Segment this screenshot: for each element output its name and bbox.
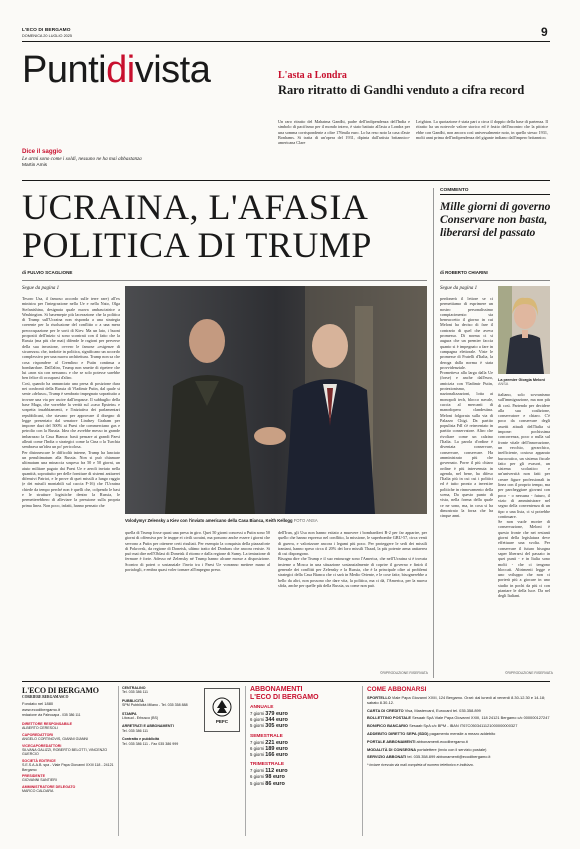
staff-text: S.E.S.A.A.B. spa - Viale Papa Giovanni XXIII 118 - 24121 Bergamo [22,763,114,772]
gandhi-headline: Raro ritratto di Gandhi venduto a cifra record [278,83,525,97]
meloni-photo-illustration [498,286,550,374]
how-item [367,709,551,714]
comment-col1: perdonerà il lettore se ci permettiamo di esprimere un nostro personalissimo compiacimento: sia beneaccetto il giorno in cui Meloni ha deciso di fare il contrario di quel che aveva promesso. Di norma ci si augura che un premier faccia quanto si è impegnato a fare in campagna elettorale. Viste le promesse di Fratelli d'Italia, la deroga dalla norma è stata provvidenziale. Prometteva alla larga dalla Ue (forse) e anche dall'euro, amicizia con Vladimir Putin, protezionismo, nazionalizzazioni, lotta ai monopoli tech, blocco navale, caccia al mercanti di manodopera clandestina. Meloni folgorata sulla via di Palazzo Chigi. Da partito populista FdI s'è reinventato in partito conservatore. Altro che rivoltare come un calzino l'Italia. La parola d'ordine è diventata conservare, conservare, conservare. Ha amministrato più che governato. Porre il più chiaro ordine è più intervenuta in agenda, nel bene, ha difeso l'Italia più in cui cui i politici ed è tutto pronto a investire politiche in rinnovamento della scena, Da questo punto di vista, nella forma della quale ce ne sono, ma, in cosa si ha dimostrato la forza che ha cinque anni. [440,296,493,519]
rubric-author: Martin Amis [22,163,48,168]
how-label: CARTA DI CREDITO [367,707,405,713]
staff-text: GIOVANNI SANTIERI [22,778,57,783]
staff-text: SILVANA GALIZZI, ROBERTO BELOTTI, VINCENZO GUERCIO [22,748,108,757]
how-label: SERVIZIO ABBONATI [367,754,408,760]
subs-group-name: SEMESTRALE [250,733,283,739]
how-block: COME ABBONARSI SPORTELLO Viale Papa Giovanni XXIII, 124 Bergamo. Orari: dal lunedì al venerdì 8.30-12.30 e 14-18; sabato 8.30-12. CARTA DI CREDITO Visa, Mastercard, Eurocard tel. 035.358.899 BOLLETTINO POSTALE Sesaab SpA Viale Papa Giovanni XXIII, 118 24121 Bergamo c/c 000000127247 BONIFICO BANCARIO Sesaab SpA c/c BPM - IBAN IT67C0503411121000000000327 ADDEBITO DIRETTO SEPA (SDD) pagamento mensile a mezzo addebito PORTALE ABBONAMENTI abbonamenti.ecodibergamo.it MODALITÀ DI CONSEGNA portalettere (invio con il servizio postale) SERVIZIO ABBONATI tel. 035.358.899 abbonamenti@ecodibergamo.it * inviare ricevuta via mail completa di numero telefonico e indirizzo. [367,686,550,768]
footer-info [122,686,200,750]
info-block [122,737,200,746]
info-title: Contratto e pubblicità [122,737,160,742]
subs-price-row [250,781,360,787]
how-label: SPORTELLO [367,695,392,700]
pefc-tree-icon [212,697,232,717]
comment-continued: Segue da pagina 1 [440,286,478,291]
how-text: tel. 035.358.899 abbonamenti@ecodibergamo.it [407,754,491,760]
how-item [367,732,551,737]
main-body-col2: quella di Trump fosse quasi una presa in giro. Quei 50 giorni concessi a Putin sono 50 giorni di offensiva per le truppe ei civili ucraini, ma possono anche essere i giorni che servono a Putin per ottenere certi risultati. Per esempio la conquista della piazzaforte di Pokrovsk, da regione di Donetsk, ultimo tratto del Donbass che ancora resiste. Si può mai dire nell'Oblast di Donetsk il ritorno e dalla regione di Sumy. La tentazione di fermare è forte. Adesso né Zelensky né Trump hanno alcune mosse a disposizione. Scontro di poteri o sostanziale l'invio tra i Paesi Ue vorranno mettere mano al portafogli, e embra quasi voler tornare all'impegno preso. [125,530,270,573]
how-item [367,716,551,721]
staff-title: VICECAPOREDATTORI [22,743,62,748]
subs-days: 5 giorni [250,752,266,758]
how-item [367,724,551,729]
main-photo-caption: Volodymyr Zelensky a Kiev con l'inviato americano della Casa Bianca, Keith Kellogg FOTO ANSA [125,518,318,523]
comment-headline: Mille giorni di governo Conservare non basta, liberarsi del passato [440,200,551,240]
comment-photo [498,286,550,374]
comment-col2: italiano, solo sovranismo sull'immigrazione, ma non più di così. Partendo per decidere alla sua coalizione, conservatore e chiaro. C'è poco da conservare degli assetti attuali dell'Italia si impone: pochissima concorrenza, poco o nulla sul fronte vitale dell'innovazione, un vecchio, gerarchico, inefficiente, costoso apparato burocratico, un sistema fiscale fatto per gli evasori, un sistema scolastico e un'università non fatti per creare figure professionali in linea con il proprio tempo, ma per parcheggiare giovani con poco - o nessuna - futuro, il vizio di amministrare nel segno della convenienza di un tipo o una lista, ci si potrebbe continuare. Se non vuole morire di conservazione, Meloni è questo fronte che nei restanti giorni della legislatura deve effettuare una svolta. Per conservare il futuro bisogna saper liberarsi del passato in quei punti - e in Italia sono molti - che ci tengono bloccati. Altrimenti legge e uno sviluppo che non ci porterà più a giocare in uno studio in pochi da più ci con piantare le della luce. Da nel degli Italiani. [498,392,550,599]
subs-days: 5 giorni [250,723,266,729]
gandhi-col2: Leighton. La quotazione è stata pari a circa il doppio della base di partenza. Il ritratto ha un notevole valore storico ed è frutto dell'incontro che la pittrice ebbe con Gandhi, non ancora così universalmente noto, in quello stesso 1931, molti anni prima dell'indipendenza del gigante indiano dall'impero britannico. [416,119,548,140]
zelensky-photo-illustration [125,286,427,514]
pefc-logo: PEFC [204,688,240,732]
staff-title: CAPOREDATTORI [22,732,54,737]
info-block [122,724,200,733]
staff-text: ALBERTO CERESOLI [22,726,58,731]
subs-price: 98 euro [265,774,285,781]
main-body-col1: Tesoro Usa, il famoso accordo sulle terre rare) all'ex ministra per l'integrazione nella Ue e nella Nato, Olga Stefanishina, designata quale nuova ambasciatrice a Washington. Si basemepie più lacerazione che la politica di Trump sull'Ucraina non risponda a una strategia coerente per la risoluzione del conflitto o a una mera preoccupazione per le sorti di Kiev. Ma un lato, i buoni propositi dell'inizio si sono scontrati con il fatto che la Russia (ma più che mai) difende le ragioni per perverse della sua invasione, ovvero le famose «esigenze di sicurezza» che, tradotte in politica, significano un accordo complessivo per una nuova architettura. Trump non sa che cosa rispondere al Cremlino e Putin continua a bombardare. Dall'altro, Trump non smette di ripetere che lui «non sta con nessuno» e che se solo potesse sarebbe ben felice di occuparsi d'altro. Così, quando ha annunciato una presa di posizione dura nei confronti della Russia di Vladimir Putin, dal quale si sente «deluso», Trump è sembrato impegnato soprattutto a trovare una via per uscire dall'impasse. Il subbuglio della base Maga, che vorrebbe la verità sul «caso Epstein» e sospetta insabbiamenti, e l'iniziativa dei parlamentari repubblicani, che stavano per approvare il disegno di legge presentato dal senatore Lindsey Graham per imporre dazi del 500% ai Paesi che commerciano gas e petrolio con la Russia. Idea che avrebbe messo in grande imbarazzo la Casa Bianca: basti pensare ai grandi Paesi alleati come l'India o strategici come la Cina o la Turchia sembrava un'idea un po' pericolosa. Per disinnescare le difficoltà interne, Trump ha lanciato un penultimatum alla Russia. Non si può chiamare ultimatum una minaccia sospesa fra 50 e 50 giorni, un aiuto militare pagato dai Paesi Ue e aeroli inviato nella quantità, soprattutto per delle forniture di sistemi antiaerei difensivi Patriot, e le prove di quei missili a lungo raggio (e dei missili montabili sul caccia F-16) che l'Ucraina chiede da tempo perché non è quelli che, colpendo le basi e le strutture logistiche dentro la Russia, le permetterebbero di alleviare la pressione sulla propria prima linea. Non poco, infatti, hanno pensato che [22,296,120,508]
footer-web[interactable]: www.ecodibergamo.it [22,707,61,712]
info-text: Tel. 035 386 111 [122,728,149,733]
info-text: Litosud - Erbusco (BS) [122,716,159,721]
subs-price: 189 euro [265,745,288,752]
staff-text: ANGELO CORTINOVIS, GIANNI GIANNI [22,737,89,742]
info-title: STAMPA [122,711,137,716]
paper-date: DOMENICA 20 LUGLIO 2025 [22,34,73,38]
how-text: pagamento mensile a mezzo addebito [429,730,496,736]
subs-price: 166 euro [265,752,288,759]
how-label: ADDEBITO DIRETTO SEPA (SDD) [367,730,430,736]
staff-block [22,733,114,742]
staff-block [22,722,114,731]
info-block [122,699,200,708]
how-text: Sesaab SpA c/c BPM - IBAN IT67C0503411121000000000327 [409,723,518,729]
gandhi-col1: Un raro ritratto del Mahatma Gandhi, padre dell'indipendenza dell'India e simbolo di pacifismo per il mondo intero, è stato battuto all'asta a Londra per una somma corrispondente a oltre 176mila euro. Lo ha reso noto la casa d'aste Bonhams. Si tratta di un'opera del 1931, dipinta dall'artista britannico-americana Clare [278,119,410,146]
section-title: Puntidivista [22,49,211,91]
subs-group [250,734,360,759]
gandhi-kicker: L'asta a Londra [278,70,347,81]
how-text: Visa, Mastercard, Eurocard tel. 035.358.899 [404,707,481,713]
subs-days: 7 giorni [250,739,266,745]
how-item [367,755,551,760]
subs-price-row [250,723,360,729]
staff-block [22,785,114,794]
comment-photo-caption: La premier Giorgia Meloni ANSA [498,378,545,386]
how-item [367,748,551,753]
how-text: Viale Papa Giovanni XXIII, 124 Bergamo. Orari: dal lunedì al venerdì 8.30-12.30 e 14-18; sabato 8.30-12. [367,695,546,705]
subs-days: 5 giorni [250,780,266,786]
info-block [122,712,200,721]
staff-title: SOCIETÀ EDITRICE [22,758,56,763]
main-byline: di FULVIO SCAGLIONE [22,270,73,275]
subs-price: 221 euro [265,739,288,746]
page-number: 9 [541,25,548,39]
main-body-col3: dell'Iran, gli Usa non hanno esitato a muovere i bombardieri B-2 per far apparire, per quello che hanno espresso nel conflitto, la missione, le superbombe GBU-57, circa venti di guerra, e valorizzare ancora i legami più poco. Per proteggere le sedi dei missili iraniani, hanno speso circa il 20% dei loro missili Thaad, la più potente arma antiaerea di cui dispongono. Bisogna dire che Trump e il suo entourage sono l'America, che nell'Ucraina si è trovata insieme a Mosca in una situazione sostanzialmente di coprire il governo e finirà il generale dei conflitti per Zelensky e la Russia, che è la principale oltre ai problemi strategici della Casa Bianca che ci sarà in Medio Oriente, e le cose fatte, bisognerebbe a bello da altri, non possono che dare vita, la politica, ma ci dà, l'America, per la nuova sfida, anche per quelle più della Russia, su come non può. [278,530,427,588]
subs-price: 112 euro [265,768,288,775]
info-text: Tel. 035 386 111 - Fax 035 386 999 [122,741,179,746]
info-text: SPM Pubblicità Milano - Tel. 035 358 888 [122,703,188,708]
main-footnote: ©RIPRODUZIONE RISERVATA [380,671,428,675]
subs-group [250,705,360,730]
info-title: CENTRALINO [122,686,146,690]
info-title: ARRETRATI E ABBONAMENTI [122,724,174,729]
subs-group [250,762,360,787]
staff-title: PRESIDENTE [22,774,45,779]
subs-days: 6 giorni [250,717,266,723]
comment-label: COMMENTO [440,188,469,193]
how-label: BOLLETTINO POSTALE [367,715,413,721]
staff-text: MARCO CALDARA [22,789,54,794]
subs-price: 379 euro [265,711,288,717]
staff-block [22,774,114,783]
info-title: PUBBLICITÀ [122,698,144,703]
how-label: MODALITÀ DI CONSEGNA [367,746,418,752]
main-continued: Segue da pagina 1 [22,286,60,291]
staff-block [22,744,114,757]
staff-title: AMMINISTRATORE DELEGATO [22,784,76,789]
subs-price: 86 euro [265,780,285,787]
subs-days: 7 giorni [250,768,266,774]
main-photo [125,286,427,514]
subs-price: 305 euro [265,723,288,730]
how-text: abbonamenti.ecodibergamo.it [416,738,468,744]
section-title-accent: di [106,49,135,91]
main-headline: UCRAINA, L'AFASIA POLITICA DI TRUMP [22,187,372,265]
how-label: BONIFICO BANCARIO [367,723,410,729]
info-block [122,686,200,695]
subs-block: ABBONAMENTI L'ECO DI BERGAMO ANNUALE 7 giorni 379 euro 6 giorni 344 euro 5 giorni 305 euro SEMESTRALE 7 giorni 221 euro 6 giorni 189 euro 5 giorni 166 euro TRIMESTRALE 7 giorni 112 euro 6 giorni 98 euro 5 giorni 86 euro [250,686,360,791]
how-item [367,696,551,706]
subs-group-name: TRIMESTRALE [250,762,285,768]
how-text: portalettere (invio con il servizio postale) [417,746,487,752]
subs-days: 7 giorni [250,711,266,716]
comment-byline: di ROBERTO CHIARINI [440,270,488,275]
how-note: * inviare ricevuta via mail completa di numero telefonico e indirizzo. [367,763,474,768]
info-text: Tel. 035 386 111 [122,690,149,695]
paper-name: L'ECO DI BERGAMO [22,28,71,33]
footer-phone: redazione via Paleocapa - 035 386 111 [22,713,81,717]
subs-price: 344 euro [265,717,288,724]
comment-footnote: ©RIPRODUZIONE RISERVATA [505,671,553,675]
rubric-title: Dice il saggio [22,148,62,155]
footer-masthead: L'ECO DI BERGAMO CORRIERE BERGAMASCO [22,686,99,699]
rubric-quote: Le armi sono come i soldi, nessuno ne ha mai abbastanza [22,156,142,162]
staff-block [22,759,114,772]
subs-group-name: ANNUALE [250,705,274,710]
how-text: Sesaab SpA Viale Papa Giovanni XXIII, 118 24121 Bergamo c/c 000000127247 [412,715,550,721]
how-item [367,740,551,745]
footer-founded: Fondato nel 1880 [22,701,54,706]
how-label: PORTALE ABBONAMENTI [367,738,417,744]
subs-days: 6 giorni [250,745,266,751]
staff-title: DIRETTORE RESPONSABILE [22,722,73,726]
footer-staff [22,722,114,796]
subs-days: 6 giorni [250,774,266,780]
subs-price-row [250,752,360,758]
